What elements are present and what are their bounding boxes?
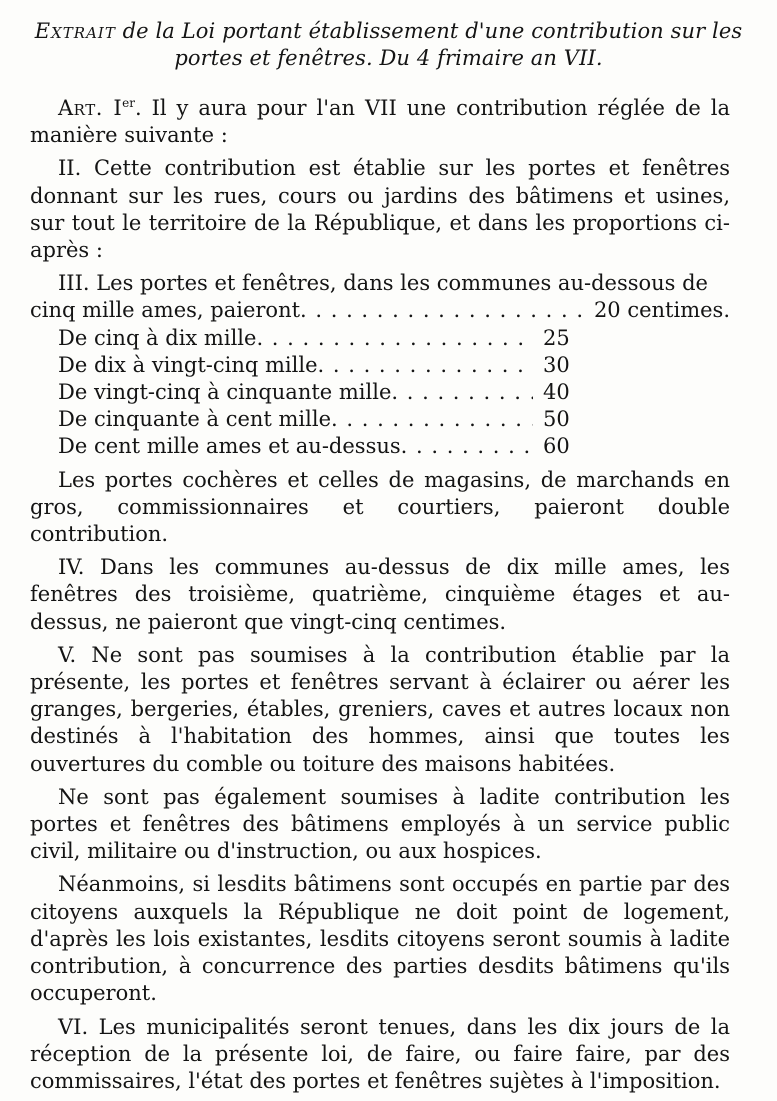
article-1-text: . Il y aura pour l'an VII une contribution réglée de la manière suivante :	[30, 96, 730, 148]
rate-value: 40	[543, 380, 570, 405]
title-line-1-rest: de la Loi portant établissement d'une contribution sur les	[122, 19, 743, 43]
article-5: V. Ne sont pas soumises à la contribution établie par la présente, les portes et fenêtres servant à éclairer ou aérer les granges, bergeries, étables, greniers, caves et autres locaux non destinés à l'habitation des hommes, ainsi que toutes les ouvertures du comble ou toiture des maisons habitées.	[30, 642, 730, 776]
title-extrait: Extrait	[34, 19, 116, 43]
rate-row	[58, 379, 603, 406]
rate-value: 30	[543, 352, 570, 377]
article-4: IV. Dans les communes au-dessus de dix mille ames, les fenêtres des troisième, quatrième, cinquième étages et au-dessus, ne paieront que vingt-cinq centimes.	[30, 555, 730, 634]
article-6: VI. Les municipalités seront tenues, dans les dix jours de la réception de la présente loi, de faire, ou faire faire, par des commissaires, l'état des portes et fenêtres sujètes à l'imposition.	[30, 1014, 730, 1093]
rate-label: cinq mille ames, paieront	[30, 298, 301, 323]
dot-leader	[256, 325, 533, 352]
rate-label: De cent mille ames et au-dessus	[58, 434, 401, 459]
dot-leader	[401, 433, 533, 460]
article-3-intro: III. Les portes et fenêtres, dans les communes au-dessous de	[58, 271, 708, 296]
rate-value: 50	[543, 407, 570, 432]
rate-row	[58, 406, 603, 433]
rate-label: De vingt-cinq à cinquante mille	[58, 380, 392, 405]
article-2: II. Cette contribution est établie sur les portes et fenêtres donnant sur les rues, cours ou jardins des bâtimens et usines, sur tout le territoire de la République, et dans les proportions ci-après :	[30, 156, 730, 263]
dot-leader	[391, 379, 533, 406]
rate-row	[58, 433, 603, 460]
rate-table	[30, 325, 730, 461]
rate-label: De cinquante à cent mille	[58, 407, 332, 432]
article-1-sup: er	[122, 96, 135, 110]
rate-row-first	[30, 297, 730, 324]
rate-value: 20 centimes.	[593, 298, 730, 323]
article-1	[30, 95, 730, 149]
rate-label: De dix à vingt-cinq mille	[58, 352, 318, 377]
title-line-1	[24, 18, 753, 45]
rate-row	[58, 325, 603, 352]
article-3-double: Les portes cochères et celles de magasins, de marchands en gros, commissionnaires et courtiers, paieront double contribution.	[30, 467, 730, 547]
article-1-label: Art. I	[58, 96, 123, 120]
rate-value: 60	[543, 434, 570, 459]
article-5-paragraph-2: Ne sont pas également soumises à ladite contribution les portes et fenêtres des bâtimens employés à un service public civil, militaire ou d'instruction, ou aux hospices.	[30, 784, 730, 864]
dot-leader	[318, 352, 533, 379]
rate-value: 25	[543, 325, 570, 350]
dot-leader	[300, 297, 582, 324]
document-title	[24, 18, 753, 72]
title-line-2: portes et fenêtres. Du 4 frimaire an VII.	[174, 46, 603, 70]
rate-row	[58, 352, 603, 379]
law-body	[30, 95, 730, 1101]
rate-label: De cinq à dix mille	[58, 325, 257, 350]
dot-leader	[331, 406, 533, 433]
article-5-paragraph-3: Néanmoins, si lesdits bâtimens sont occupés en partie par des citoyens auxquels la République ne doit point de logement, d'après les lois existantes, lesdits citoyens seront soumis à ladite contribution, à concurrence des parties desdits bâtimens qu'ils occuperont.	[30, 872, 730, 1006]
